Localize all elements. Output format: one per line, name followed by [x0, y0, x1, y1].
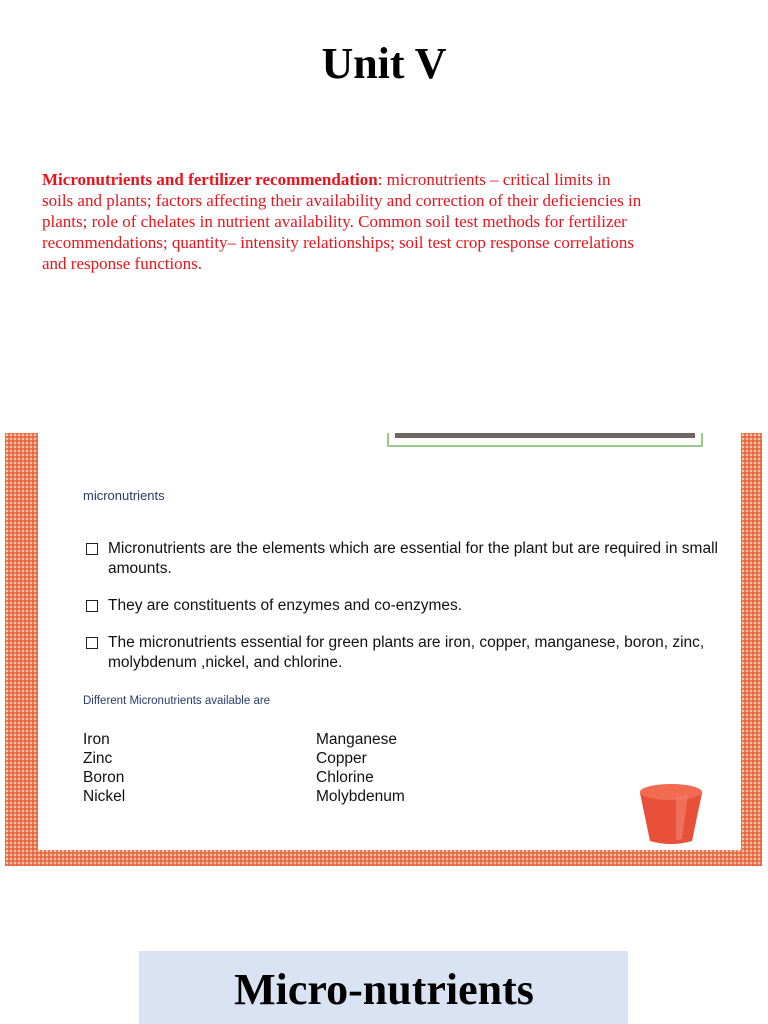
checkbox-bullet-icon [86, 543, 98, 555]
nutrient-item: Chlorine [316, 769, 374, 786]
nutrient-list-right [316, 730, 405, 806]
bullet-item [83, 596, 723, 616]
bullet-list [83, 539, 723, 690]
bullet-text: Micronutrients are the elements which are essential for the plant but are required in small amounts. [108, 540, 718, 577]
slide-top-frame [387, 433, 703, 447]
bullet-text: The micronutrients essential for green plants are iron, copper, manganese, boron, zinc, molybdenum ,nickel, and chlorine. [108, 634, 705, 671]
intro-lead: Micronutrients and fertilizer recommendation [42, 170, 378, 189]
slide-top-bar [395, 433, 695, 438]
nutrient-item: Boron [83, 769, 125, 786]
bullet-text: They are constituents of enzymes and co-enzymes. [108, 597, 463, 614]
nutrient-item: Zinc [83, 750, 113, 767]
nutrient-item: Molybdenum [316, 788, 405, 805]
bullet-item [83, 633, 723, 673]
page-title: Unit V [321, 39, 447, 88]
nutrient-item: Nickel [83, 788, 126, 805]
bucket-icon [636, 781, 706, 847]
slide-heading: micronutrients [83, 488, 165, 503]
intro-paragraph [42, 169, 642, 274]
nutrient-item: Iron [83, 731, 110, 748]
slide-image [5, 433, 762, 866]
checkbox-bullet-icon [86, 637, 98, 649]
slide-content [38, 433, 741, 850]
intro-text: : micronutrients – critical limits in soils and plants; factors affecting their availability and correction of their deficiencies in plants; role of chelates in nutrient availability. Common soil test methods for fertilizer recommendations; quantity– intensity relationships; soil test crop response correlations and response functions. [42, 170, 642, 273]
nutrient-item: Manganese [316, 731, 398, 748]
nutrient-item: Copper [316, 750, 367, 767]
slide-subheading: Different Micronutrients available are [83, 695, 271, 707]
bullet-item [83, 539, 723, 579]
footer-title: Micro-nutrients [234, 965, 534, 1014]
checkbox-bullet-icon [86, 600, 98, 612]
nutrient-list-left [83, 730, 125, 806]
